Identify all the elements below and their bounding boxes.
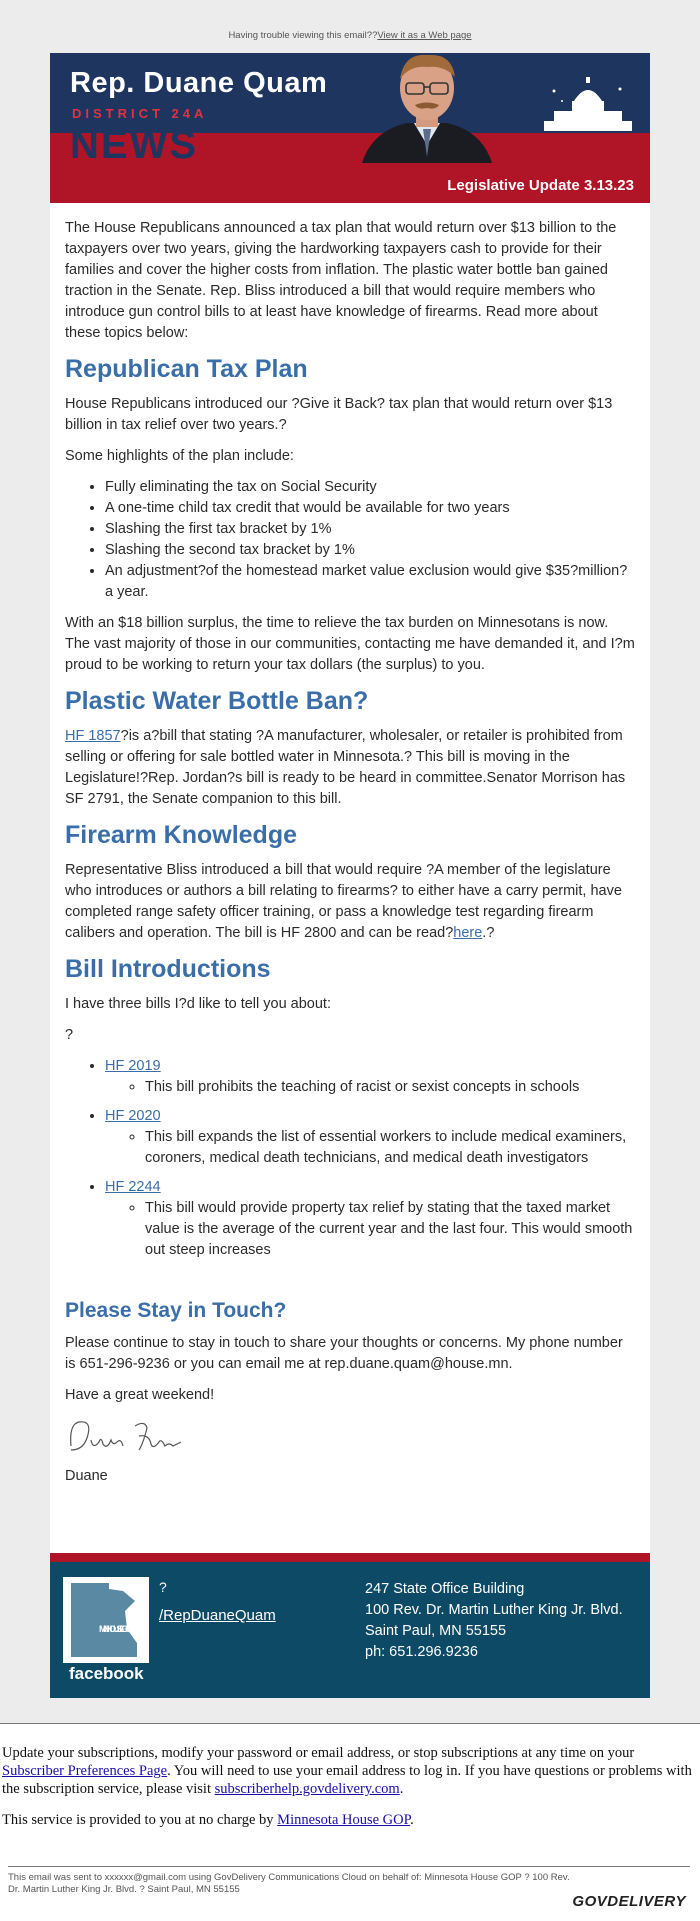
list-item (105, 1177, 635, 1261)
bottle-paragraph (65, 726, 635, 810)
signoff-name: Duane (65, 1468, 108, 1484)
bills-heading: Bill Introductions (65, 955, 271, 983)
address-line: 247 State Office Building (365, 1581, 525, 1597)
facebook-handle-link[interactable]: /RepDuaneQuam (159, 1607, 276, 1624)
intro-paragraph: The House Republicans announced a tax plan that would return over $13 billion to the taxpayers over two years, giving the hardworking taxpayers cash to provide for their families and cover the higher costs from inflation. The plastic water bottle ban gained traction in the Senate. Rep. Bliss introduced a bill that would require members who introduce gun control bills to at least have knowledge of firearms. Read more about these topics below: (65, 220, 617, 341)
footer-stripe (50, 1553, 650, 1562)
bill-description: ◦ This bill expands the list of essential workers to include medical examiners, coroners, medical death technicians, and medical death investigators (145, 1127, 635, 1169)
touch-paragraph: Please continue to stay in touch to share your thoughts or concerns. My phone number is 651-296-9236 or you can email me at rep.duane.quam@house.mn. (65, 1335, 623, 1372)
main-content (65, 218, 635, 1497)
list-item: • Fully eliminating the tax on Social Security (105, 477, 635, 498)
hf-2020-link[interactable]: HF 2020 (105, 1108, 161, 1124)
service-notice: This service is provided to you at no charge by Minnesota House GOP. (2, 1812, 414, 1828)
firearm-here-link[interactable]: here (453, 925, 483, 941)
email-card (50, 53, 650, 1698)
tax-highlights (65, 477, 635, 603)
legal-divider (8, 1866, 690, 1867)
list-item (105, 1056, 635, 1098)
update-title: Legislative Update 3.13.23 (447, 177, 634, 194)
tax-paragraph-3: With an $18 billion surplus, the time to relieve the tax burden on Minnesotans is now. The vast majority of those in our communities, contacting me have demanded it, and I?m proud to be working to return your tax dollars (the surplus) to you. (65, 615, 635, 673)
subscription-text: Update your subscriptions, modify your password or email address, or stop subscriptions at any time on your Subscriber Preferences Page. You will need to use your email address to log in. If you have questions or problems with the subscription service, please visit subscriberhelp.govdelivery.com. (2, 1745, 692, 1797)
subscriber-help-link[interactable]: subscriberhelp.govdelivery.com (214, 1781, 400, 1797)
hf-2244-link[interactable]: HF 2244 (105, 1179, 161, 1195)
web-view-link[interactable]: View it as a Web page (377, 30, 472, 41)
hf-2019-link[interactable]: HF 2019 (105, 1058, 161, 1074)
list-item: • A one-time child tax credit that would be available for two years (105, 498, 635, 519)
facebook-label: facebook (69, 1664, 144, 1683)
rep-name: Rep. Duane Quam (70, 67, 328, 99)
list-item: • Slashing the second tax bracket by 1% (105, 540, 635, 561)
logo-text: MN HOUSE GOP (99, 1624, 135, 1634)
bottle-heading: Plastic Water Bottle Ban? (65, 687, 369, 715)
office-address (365, 1579, 623, 1663)
subscriber-preferences-link[interactable]: Subscriber Preferences Page (2, 1763, 168, 1779)
signature (65, 1416, 185, 1458)
address-line: Saint Paul, MN 55155 (365, 1623, 507, 1639)
firearm-end: .? (482, 925, 495, 941)
weekend-line: Have a great weekend! (65, 1387, 215, 1403)
web-view-notice (0, 30, 700, 41)
firearm-paragraph (65, 860, 635, 944)
bills-intro: I have three bills I?d like to tell you about: (65, 996, 331, 1012)
hf-1857-link[interactable]: HF 1857 (65, 728, 121, 744)
news-label: NEWS (70, 123, 198, 167)
phone-line: ph: 651.296.9236 (365, 1644, 478, 1660)
rep-portrait (352, 53, 502, 163)
tax-heading: Republican Tax Plan (65, 355, 308, 383)
tax-paragraph-2: Some highlights of the plan include: (65, 448, 294, 464)
district-label: DISTRICT 24A (72, 106, 208, 121)
legal-text: This email was sent to xxxxxx@gmail.com using GovDelivery Communications Cloud on behalf of: Minnesota House GOP ? 100 Rev. Dr. Martin Luther King Jr. Blvd. ? Saint Paul, MN 55155 (8, 1872, 570, 1895)
list-item: • An adjustment?of the homestead market value exclusion would give $35?million?a year. (105, 561, 635, 603)
address-line: 100 Rev. Dr. Martin Luther King Jr. Blvd. (365, 1602, 623, 1618)
header-banner (50, 53, 650, 203)
bill-description: ◦ This bill prohibits the teaching of racist or sexist concepts in schools (145, 1077, 635, 1098)
tax-paragraph-1: House Republicans introduced our ?Give it Back? tax plan that would return over $13 billion in tax relief over two years.? (65, 396, 613, 433)
bottle-text: ?is a?bill that stating ?A manufacturer, wholesaler, or retailer is prohibited from selling or offering for sale bottled water in Minnesota.? This bill is moving in the Legislature!?Rep. Jordan?s bill is ready to be heard in committee.Senator Morrison has SF 2791, the Senate companion to this bill. (65, 728, 626, 807)
facebook-badge[interactable] (63, 1577, 149, 1685)
touch-heading: Please Stay in Touch? (65, 1299, 287, 1322)
minnesota-house-gop-link[interactable]: Minnesota House GOP (277, 1812, 411, 1828)
firearm-text: Representative Bliss introduced a bill that would require ?A member of the legislature who introduces or authors a bill relating to firearms? to either have a carry permit, have completed range safety officer training, or pass a knowledge test regarding firearm calibers and operation. The bill is HF 2800 and can be read? (65, 862, 622, 941)
list-item: • Slashing the first tax bracket by 1% (105, 519, 635, 540)
govdelivery-logo: GOVDELIVERY (572, 1893, 686, 1910)
contact-footer (50, 1553, 650, 1698)
bill-description: ◦ This bill would provide property tax relief by stating that the taxed market value is the average of the current year and the last four. This would smooth out steep increases (145, 1198, 635, 1261)
firearm-heading: Firearm Knowledge (65, 821, 297, 849)
capitol-icon (540, 77, 636, 137)
footer-placeholder: ? (159, 1579, 167, 1595)
list-item (105, 1106, 635, 1169)
bill-list (65, 1056, 635, 1261)
bills-spacer: ? (65, 1027, 74, 1043)
web-view-notice-text: Having trouble viewing this email?? (228, 30, 378, 41)
